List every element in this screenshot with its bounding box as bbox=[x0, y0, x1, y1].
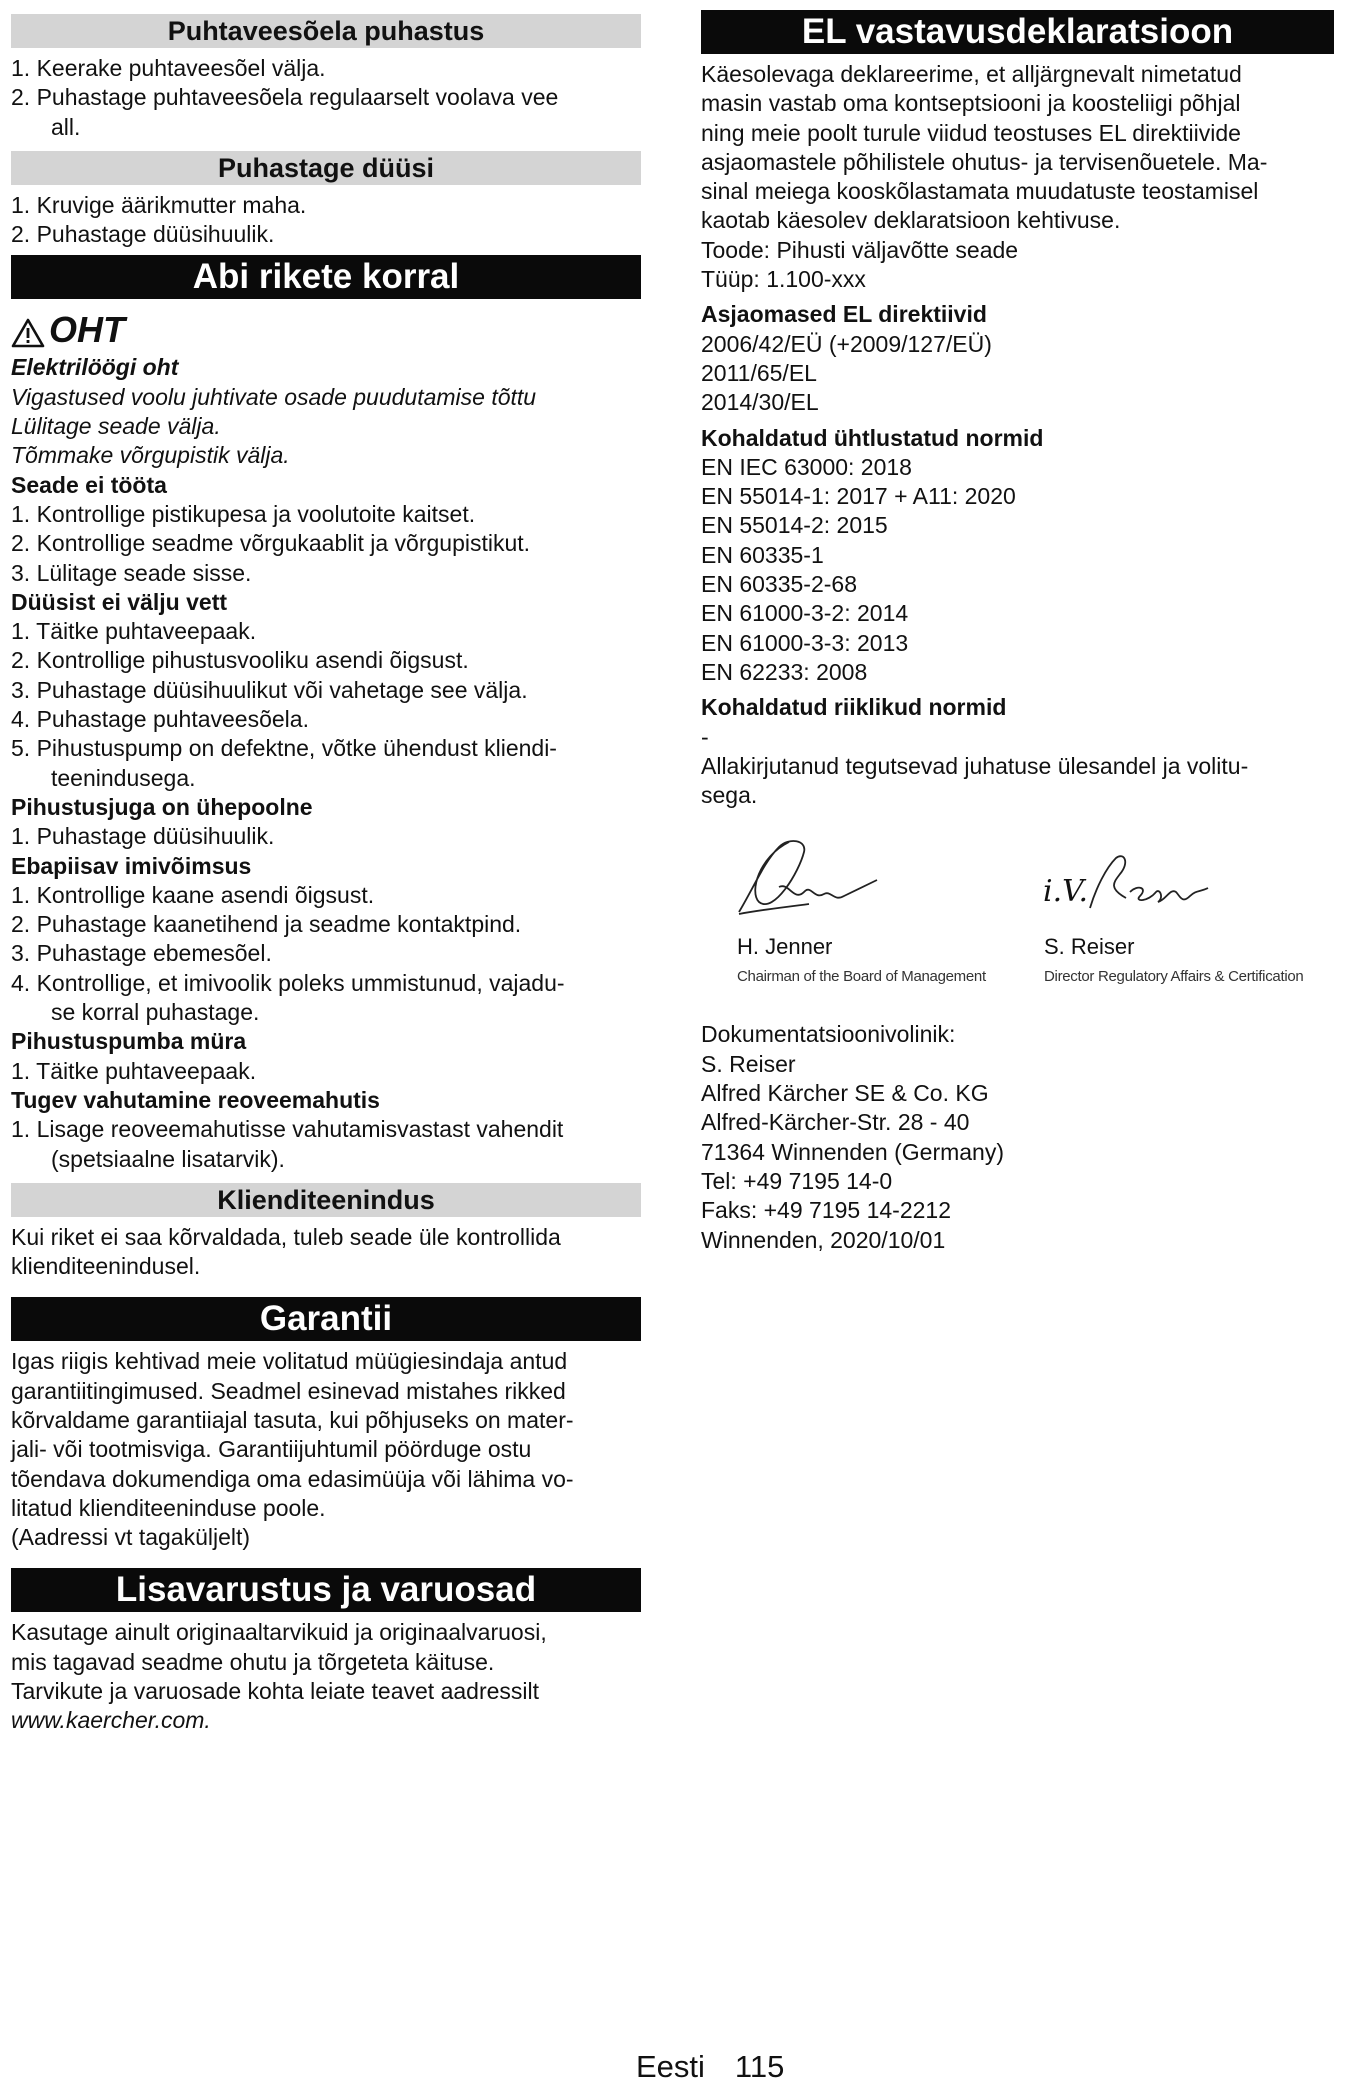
norm: EN IEC 63000: 2018 bbox=[701, 453, 912, 480]
danger-line: Lülitage seade välja. bbox=[11, 413, 221, 440]
left-column bbox=[11, 14, 641, 1736]
contact-line: Alfred Kärcher SE & Co. KG bbox=[701, 1080, 989, 1107]
norm: EN 55014-1: 2017 + A11: 2020 bbox=[701, 483, 1016, 510]
footer-language: Eesti bbox=[636, 2049, 705, 2084]
fault-step: 1. Täitke puhtaveepaak. bbox=[11, 1057, 257, 1084]
norms-title: Kohaldatud ühtlustatud normid bbox=[701, 424, 1044, 451]
contact-line: Winnenden, 2020/10/01 bbox=[701, 1226, 946, 1253]
text-line: 1. Keerake puhtaveesõel välja. bbox=[11, 55, 326, 81]
text-line: tõendava dokumendiga oma edasimüüja või lähima vo- bbox=[11, 1465, 574, 1492]
text-line: sinal meiega kooskõlastamata muudatuste teostamisel bbox=[701, 178, 1259, 205]
danger-line: Vigastused voolu juhtivate osade puudutamise tõttu bbox=[11, 383, 537, 410]
section-heading-warranty: Garantii bbox=[11, 1297, 641, 1341]
fault-title: Seade ei tööta bbox=[11, 471, 167, 498]
text-line: Käesolevaga deklareerime, et alljärgnevalt nimetatud bbox=[701, 61, 1242, 87]
fault-title: Pihustuspumba müra bbox=[11, 1028, 247, 1055]
fault-step: 1. Lisage reoveemahutisse vahutamisvastast vahendit bbox=[11, 1116, 564, 1143]
norm: EN 61000-3-3: 2013 bbox=[701, 629, 909, 656]
fault-step: 1. Puhastage düüsihuulik. bbox=[11, 823, 275, 850]
text-line: jali- või tootmisviga. Garantiijuhtumil pöörduge ostu bbox=[11, 1436, 532, 1463]
text-line: litatud klienditeeninduse poole. bbox=[11, 1494, 326, 1521]
text-line: Kui riket ei saa kõrvaldada, tuleb seade üle kontrollida bbox=[11, 1223, 561, 1250]
product-line: Toode: Pihusti väljavõtte seade bbox=[701, 236, 1019, 263]
contact-line: 71364 Winnenden (Germany) bbox=[701, 1138, 1004, 1165]
signatory-2-title: Director Regulatory Affairs & Certification bbox=[1044, 968, 1304, 986]
norm: EN 60335-1 bbox=[701, 541, 824, 568]
website-link[interactable]: www.kaercher.com. bbox=[11, 1707, 211, 1734]
contact-line: S. Reiser bbox=[701, 1050, 796, 1077]
danger-line: Tõmmake võrgupistik välja. bbox=[11, 442, 290, 469]
text-line: sega. bbox=[701, 782, 758, 809]
type-line: Tüüp: 1.100-xxx bbox=[701, 266, 866, 293]
signature-reiser bbox=[1086, 848, 1216, 928]
norm: EN 60335-2-68 bbox=[701, 571, 857, 598]
fault-title: Düüsist ei välju vett bbox=[11, 588, 228, 615]
text-line: 2. Puhastage düüsihuulik. bbox=[11, 221, 275, 248]
signatory-2-name: S. Reiser bbox=[1044, 934, 1135, 960]
page-number: 115 bbox=[734, 2049, 785, 2084]
norm: EN 55014-2: 2015 bbox=[701, 512, 888, 539]
text-line: kõrvaldame garantiiajal tasuta, kui põhjuseks on mater- bbox=[11, 1406, 574, 1433]
national-norms-title: Kohaldatud riiklikud normid bbox=[701, 694, 1007, 721]
signature-block bbox=[701, 830, 1334, 1020]
text-line: 2. Puhastage puhtaveesõela regulaarselt voolava vee bbox=[11, 84, 559, 111]
contact-line: Dokumentatsioonivolinik: bbox=[701, 1021, 956, 1048]
contact-line: Tel: +49 7195 14-0 bbox=[701, 1167, 893, 1194]
fault-step: 3. Lülitage seade sisse. bbox=[11, 559, 252, 586]
text-line: asjaomastele põhilistele ohutus- ja tervisenõuetele. Ma- bbox=[701, 148, 1268, 175]
directives-title: Asjaomased EL direktiivid bbox=[701, 301, 987, 328]
text-line: mis tagavad seadme ohutu ja tõrgeteta käituse. bbox=[11, 1648, 495, 1675]
contact-line: Alfred-Kärcher-Str. 28 - 40 bbox=[701, 1109, 970, 1136]
fault-step: teenindusega. bbox=[51, 764, 196, 791]
fault-step: 2. Kontrollige seadme võrgukaablit ja võrgupistikut. bbox=[11, 530, 531, 557]
section-heading-clean-nozzle: Puhastage düüsi bbox=[11, 151, 641, 185]
signatory-1-title: Chairman of the Board of Management bbox=[737, 968, 986, 986]
text-line: masin vastab oma kontseptsiooni ja koosteliigi põhjal bbox=[701, 90, 1241, 117]
norm: EN 62233: 2008 bbox=[701, 658, 868, 685]
norm: EN 61000-3-2: 2014 bbox=[701, 600, 909, 627]
text-line: klienditeenindusel. bbox=[11, 1253, 201, 1280]
fault-step: 3. Puhastage düüsihuulikut või vahetage see välja. bbox=[11, 676, 528, 703]
text-line: garantiitingimused. Seadmel esinevad mistahes rikked bbox=[11, 1377, 566, 1404]
warning-triangle-icon bbox=[11, 314, 45, 346]
section-heading-troubleshooting: Abi rikete korral bbox=[11, 255, 641, 299]
text-line: kaotab käesolev deklaratsioon kehtivuse. bbox=[701, 207, 1121, 234]
danger-subtitle: Elektrilöögi oht bbox=[11, 354, 179, 381]
signature-jenner bbox=[719, 832, 889, 932]
section-heading-accessories: Lisavarustus ja varuosad bbox=[11, 1568, 641, 1612]
fault-step: 4. Kontrollige, et imivoolik poleks ummistunud, vajadu- bbox=[11, 969, 565, 996]
text-line: (Aadressi vt tagaküljelt) bbox=[11, 1524, 251, 1551]
text-line: Igas riigis kehtivad meie volitatud müügiesindaja antud bbox=[11, 1348, 568, 1375]
text-line: 1. Kruvige äärikmutter maha. bbox=[11, 191, 307, 218]
section-heading-customer-service: Klienditeenindus bbox=[11, 1183, 641, 1217]
text-line: Allakirjutanud tegutsevad juhatuse ülesandel ja volitu- bbox=[701, 752, 1249, 779]
fault-title: Tugev vahutamine reoveemahutis bbox=[11, 1086, 380, 1113]
signatory-1-name: H. Jenner bbox=[737, 934, 833, 960]
signatory-2-prefix: i.V. bbox=[1043, 874, 1089, 910]
fault-step: 1. Kontrollige pistikupesa ja voolutoite kaitset. bbox=[11, 500, 476, 527]
national-norms-value: - bbox=[701, 723, 709, 750]
section-heading-eu-declaration: EL vastavusdeklaratsioon bbox=[701, 10, 1334, 54]
text-line: Tarvikute ja varuosade kohta leiate teavet aadressilt bbox=[11, 1678, 540, 1705]
page-footer bbox=[636, 2049, 814, 2085]
fault-step: 2. Kontrollige pihustusvooliku asendi õigsust. bbox=[11, 647, 469, 674]
text-line: all. bbox=[51, 113, 81, 140]
fault-title: Pihustusjuga on ühepoolne bbox=[11, 793, 313, 820]
contact-line: Faks: +49 7195 14-2212 bbox=[701, 1197, 951, 1224]
fault-step: 4. Puhastage puhtaveesõela. bbox=[11, 706, 309, 733]
directive: 2014/30/EL bbox=[701, 389, 819, 416]
fault-title: Ebapiisav imivõimsus bbox=[11, 852, 252, 879]
section-heading-clean-water-filter: Puhtaveesõela puhastus bbox=[11, 14, 641, 48]
text-line: ning meie poolt turule viidud teostuses EL direktiivide bbox=[701, 119, 1241, 146]
fault-step: 1. Kontrollige kaane asendi õigsust. bbox=[11, 881, 375, 908]
fault-step: 5. Pihustuspump on defektne, võtke ühendust kliendi- bbox=[11, 735, 557, 762]
fault-step: se korral puhastage. bbox=[51, 999, 260, 1026]
fault-step: (spetsiaalne lisatarvik). bbox=[51, 1145, 285, 1172]
danger-heading bbox=[11, 307, 641, 353]
directive: 2006/42/EÜ (+2009/127/EÜ) bbox=[701, 330, 992, 357]
directive: 2011/65/EL bbox=[701, 359, 817, 386]
fault-step: 1. Täitke puhtaveepaak. bbox=[11, 618, 257, 645]
fault-step: 3. Puhastage ebemesõel. bbox=[11, 940, 272, 967]
right-column bbox=[701, 14, 1334, 1255]
fault-step: 2. Puhastage kaanetihend ja seadme kontaktpind. bbox=[11, 911, 522, 938]
danger-label: OHT bbox=[49, 309, 125, 351]
text-line: Kasutage ainult originaaltarvikuid ja originaalvaruosi, bbox=[11, 1619, 547, 1646]
